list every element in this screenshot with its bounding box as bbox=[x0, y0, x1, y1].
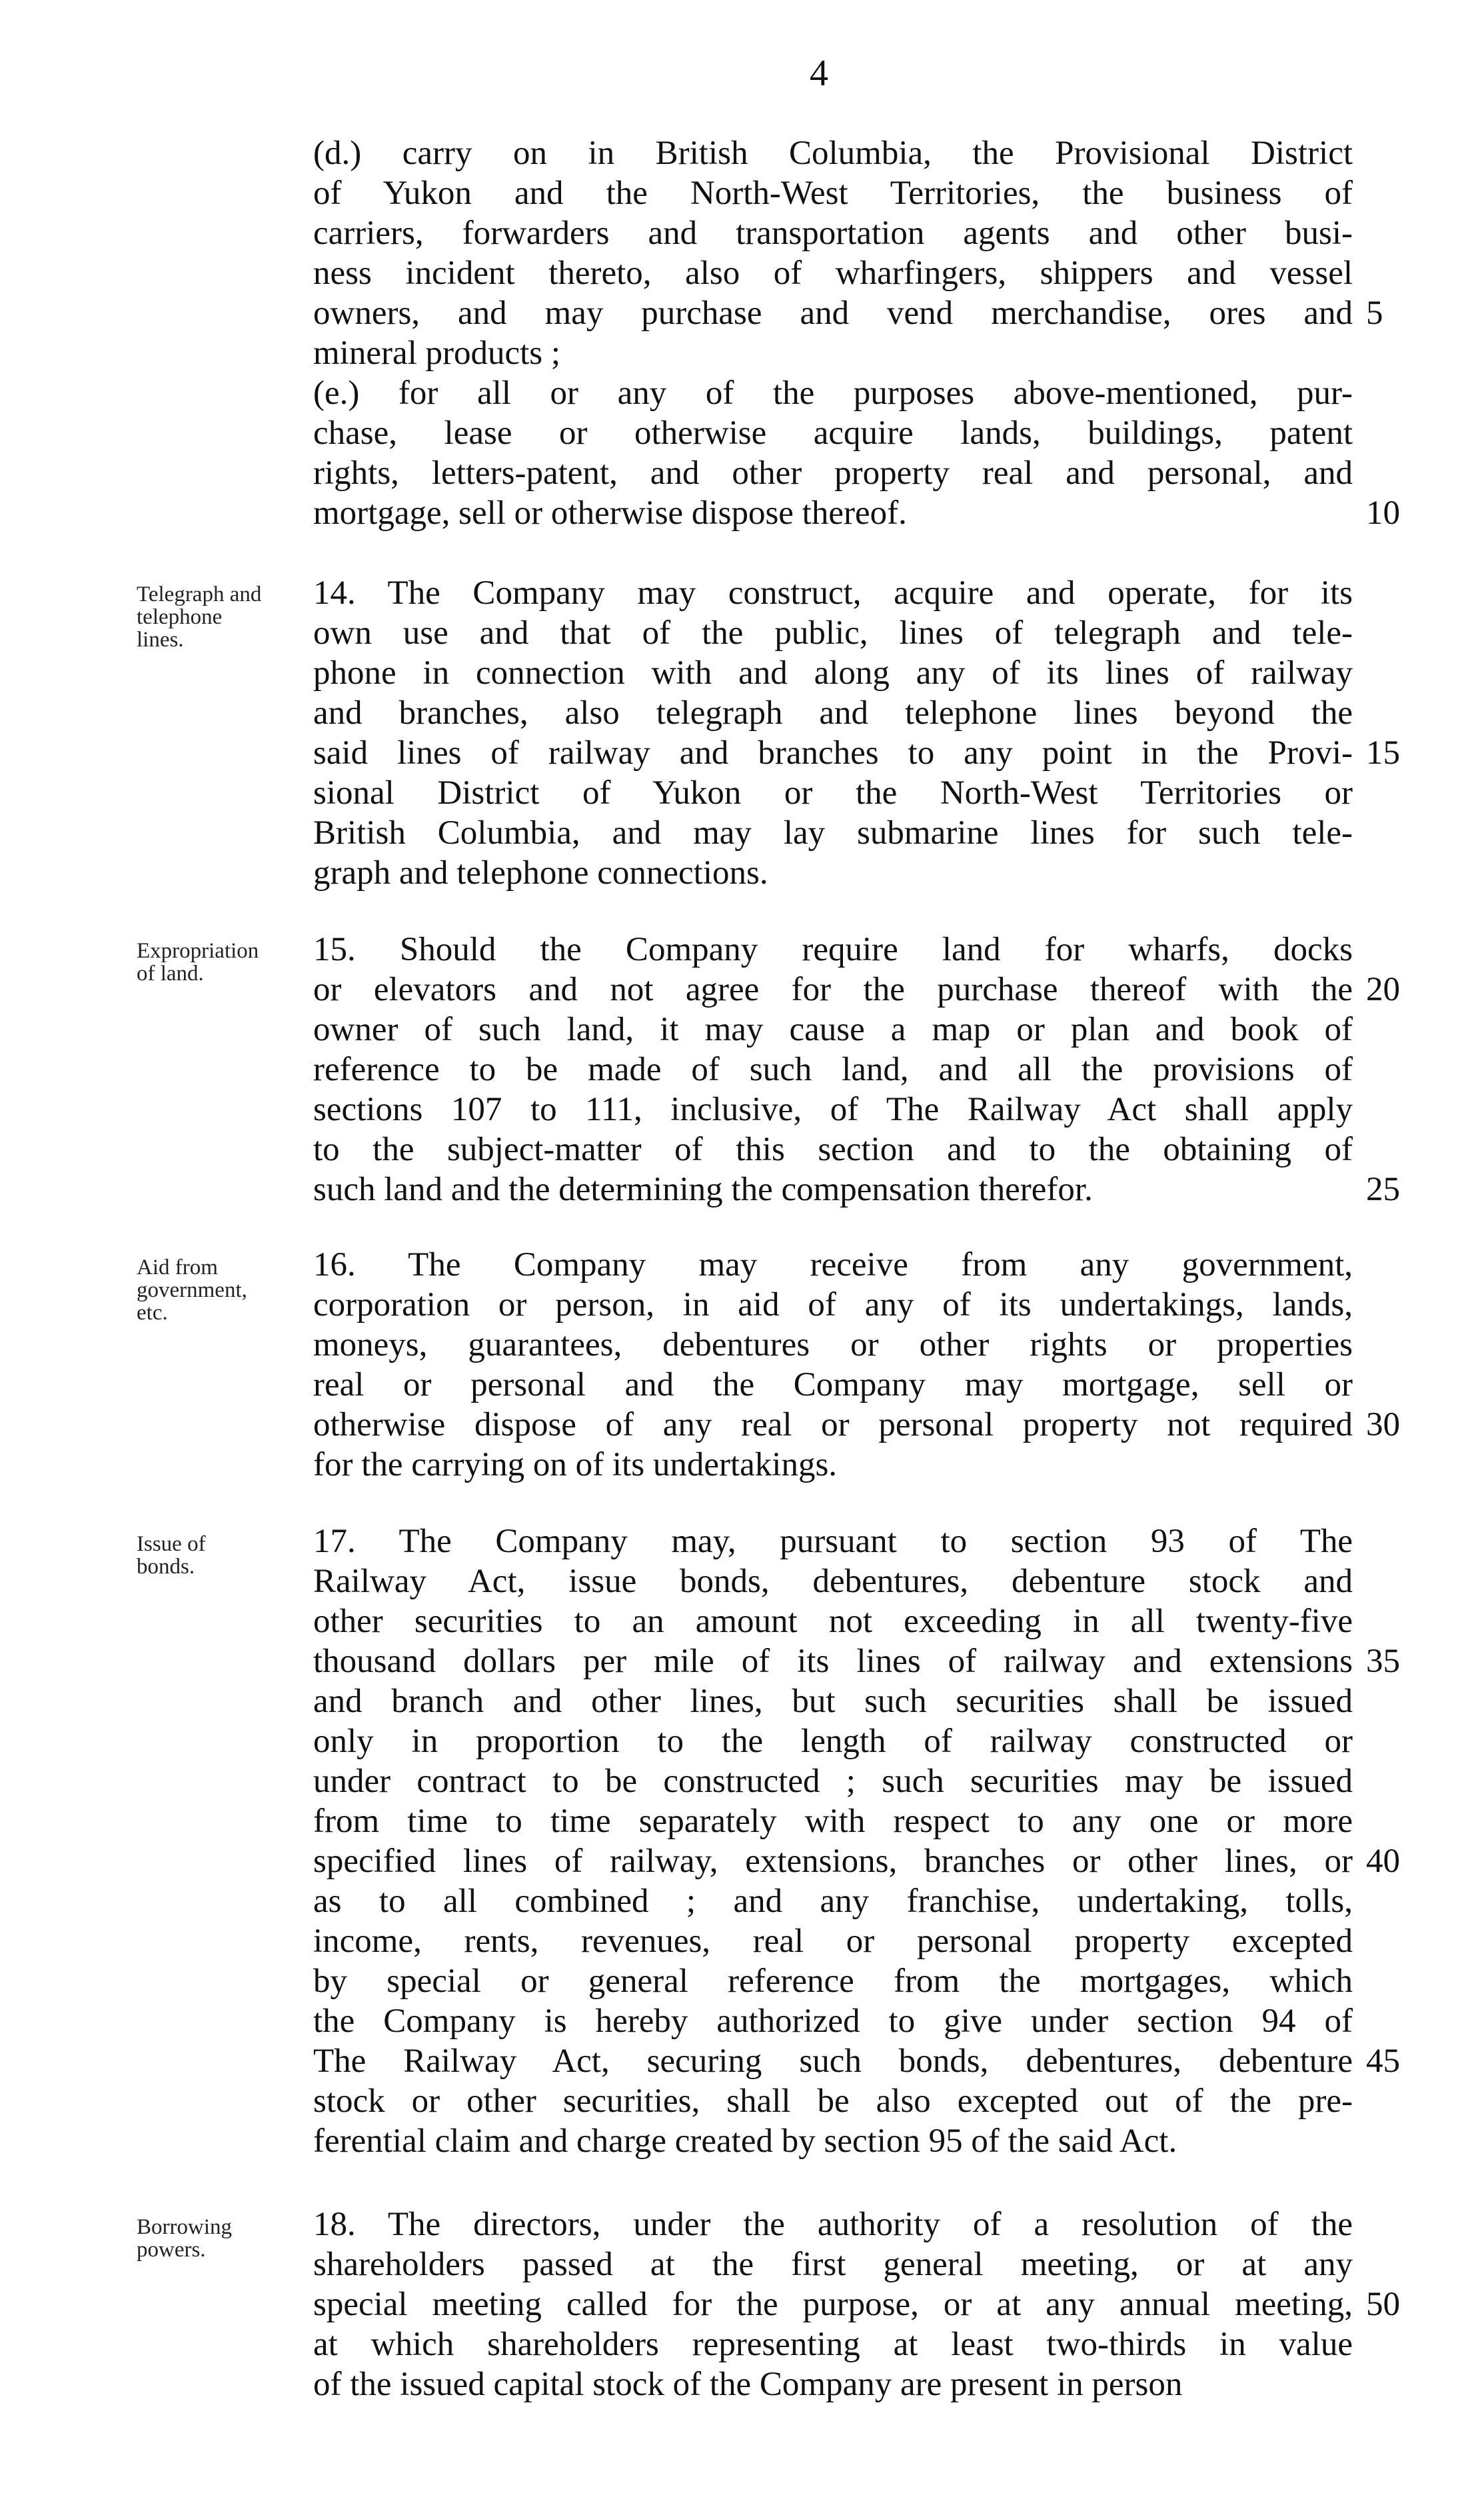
line-text: of the issued capital stock of the Company are present in person bbox=[313, 2366, 1183, 2403]
line-text: stock or other securities, shall be also excepted out of the pre- bbox=[313, 2082, 1353, 2120]
line-text: ferential claim and charge created by section 95 of the said Act. bbox=[313, 2122, 1177, 2160]
line-text: specified lines of railway, extensions, branches or other lines, or bbox=[313, 1843, 1353, 1880]
margin-note-borrowing bbox=[137, 2216, 297, 2261]
text-line bbox=[313, 2081, 1353, 2121]
line-text: The Railway Act, securing such bonds, debentures, debenture bbox=[313, 2043, 1353, 2080]
line-text: owner of such land, it may cause a map or plan and book of bbox=[313, 1011, 1353, 1048]
line-text: chase, lease or otherwise acquire lands, buildings, patent bbox=[313, 415, 1353, 452]
text-line bbox=[313, 1365, 1353, 1405]
text-line bbox=[313, 1090, 1353, 1130]
margin-note-line: Aid from bbox=[137, 1255, 218, 1279]
text-line bbox=[313, 1285, 1353, 1325]
line-text: special meeting called for the purpose, or at any annual meeting, bbox=[313, 2286, 1353, 2323]
line-text: 16. The Company may receive from any government, bbox=[313, 1246, 1353, 1283]
line-text: reference to be made of such land, and all the provisions of bbox=[313, 1051, 1353, 1088]
line-text: ness incident thereto, also of wharfingers, shippers and vessel bbox=[313, 255, 1353, 292]
line-text: real or personal and the Company may mortgage, sell or bbox=[313, 1366, 1353, 1403]
text-line bbox=[313, 173, 1353, 213]
line-text: at which shareholders representing at least two-thirds in value bbox=[313, 2326, 1353, 2363]
text-line bbox=[313, 1445, 1353, 1485]
text-line bbox=[313, 1641, 1400, 1681]
margin-note-line: Borrowing bbox=[137, 2215, 232, 2239]
text-line bbox=[313, 2284, 1400, 2324]
line-number: 20 bbox=[1366, 971, 1400, 1008]
text-line bbox=[313, 213, 1353, 253]
text-line bbox=[313, 1761, 1353, 1801]
text-line bbox=[313, 1050, 1353, 1090]
margin-note-line: etc. bbox=[137, 1301, 168, 1325]
section-16 bbox=[313, 1245, 1400, 1485]
text-line bbox=[313, 453, 1353, 493]
text-line bbox=[313, 2204, 1353, 2244]
line-number: 15 bbox=[1366, 734, 1400, 772]
text-line bbox=[313, 1245, 1353, 1285]
line-text: under contract to be constructed ; such securities may be issued bbox=[313, 1763, 1353, 1800]
line-text: such land and the determining the compensation therefor. bbox=[313, 1171, 1093, 1208]
line-text: mineral products ; bbox=[313, 335, 561, 372]
text-line bbox=[313, 133, 1353, 173]
line-text: moneys, guarantees, debentures or other rights or properties bbox=[313, 1326, 1353, 1363]
line-text: said lines of railway and branches to any point in the Provi- bbox=[313, 734, 1353, 772]
line-number: 45 bbox=[1366, 2043, 1400, 2080]
section-18 bbox=[313, 2204, 1400, 2404]
margin-note-aid bbox=[137, 1256, 297, 1324]
section-14 bbox=[313, 573, 1400, 893]
line-text: only in proportion to the length of railway constructed or bbox=[313, 1723, 1353, 1760]
line-text: mortgage, sell or otherwise dispose thereof. bbox=[313, 494, 907, 532]
text-line bbox=[313, 733, 1400, 773]
line-text: graph and telephone connections. bbox=[313, 854, 768, 892]
line-text: shareholders passed at the first general meeting, or at any bbox=[313, 2246, 1353, 2283]
text-line bbox=[313, 253, 1353, 293]
line-text: the Company is hereby authorized to give under section 94 of bbox=[313, 2003, 1353, 2040]
text-line bbox=[313, 1881, 1353, 1921]
text-line bbox=[313, 1170, 1400, 1210]
page-number: 4 bbox=[810, 53, 828, 94]
line-text: income, rents, revenues, real or personal property excepted bbox=[313, 1923, 1353, 1960]
section-15 bbox=[313, 930, 1400, 1210]
text-line bbox=[313, 613, 1353, 653]
text-line bbox=[313, 930, 1353, 970]
line-text: 18. The directors, under the authority of a resolution of the bbox=[313, 2206, 1353, 2243]
text-line bbox=[313, 2324, 1353, 2364]
text-line bbox=[313, 573, 1353, 613]
text-line bbox=[313, 1721, 1353, 1761]
line-text: (e.) for all or any of the purposes above-mentioned, pur- bbox=[313, 375, 1353, 412]
line-text: British Columbia, and may lay submarine lines for such tele- bbox=[313, 814, 1353, 852]
line-number: 35 bbox=[1366, 1643, 1400, 1680]
text-line bbox=[313, 1405, 1400, 1445]
text-line bbox=[313, 1961, 1353, 2001]
line-text: and branches, also telegraph and telephone lines beyond the bbox=[313, 694, 1353, 732]
text-line bbox=[313, 970, 1400, 1010]
line-text: corporation or person, in aid of any of its undertakings, lands, bbox=[313, 1286, 1353, 1323]
margin-note-expropriation bbox=[137, 940, 297, 985]
line-number: 40 bbox=[1366, 1843, 1400, 1880]
line-text: for the carrying on of its undertakings. bbox=[313, 1446, 838, 1483]
line-text: 14. The Company may construct, acquire and operate, for its bbox=[313, 574, 1353, 612]
line-text: sections 107 to 111, inclusive, of The Railway Act shall apply bbox=[313, 1091, 1353, 1128]
text-line bbox=[313, 1521, 1353, 1561]
text-line bbox=[313, 813, 1353, 853]
line-text: or elevators and not agree for the purchase thereof with the bbox=[313, 971, 1353, 1008]
text-line bbox=[313, 2244, 1353, 2284]
text-line bbox=[313, 1601, 1353, 1641]
line-text: carriers, forwarders and transportation agents and other busi- bbox=[313, 215, 1353, 252]
line-text: (d.) carry on in British Columbia, the Provisional District bbox=[313, 135, 1353, 172]
text-line bbox=[313, 1841, 1400, 1881]
text-line bbox=[313, 1010, 1353, 1050]
margin-note-line: of land. bbox=[137, 962, 204, 986]
line-text: as to all combined ; and any franchise, undertaking, tolls, bbox=[313, 1883, 1353, 1920]
line-text: and branch and other lines, but such securities shall be issued bbox=[313, 1683, 1353, 1720]
margin-note-line: bonds. bbox=[137, 1555, 195, 1579]
text-line bbox=[313, 493, 1400, 533]
text-line bbox=[313, 333, 1353, 373]
line-number: 5 bbox=[1366, 295, 1383, 332]
margin-note-line: lines. bbox=[137, 628, 184, 652]
text-line bbox=[313, 1561, 1353, 1601]
text-line bbox=[313, 1681, 1353, 1721]
line-number: 10 bbox=[1366, 494, 1400, 532]
margin-note-line: telephone bbox=[137, 605, 223, 629]
line-text: sional District of Yukon or the North-West Territories or bbox=[313, 774, 1353, 812]
text-line bbox=[313, 653, 1353, 693]
text-line bbox=[313, 2001, 1353, 2041]
line-text: 17. The Company may, pursuant to section 93 of The bbox=[313, 1523, 1353, 1560]
text-line bbox=[313, 2364, 1353, 2404]
line-number: 50 bbox=[1366, 2286, 1400, 2323]
line-text: own use and that of the public, lines of telegraph and tele- bbox=[313, 614, 1353, 652]
line-text: other securities to an amount not exceeding in all twenty-five bbox=[313, 1603, 1353, 1640]
text-line bbox=[313, 693, 1353, 733]
text-line bbox=[313, 373, 1353, 413]
text-line bbox=[313, 1801, 1353, 1841]
line-text: thousand dollars per mile of its lines of railway and extensions bbox=[313, 1643, 1353, 1680]
text-line bbox=[313, 1325, 1353, 1365]
margin-note-line: powers. bbox=[137, 2238, 206, 2262]
margin-note-line: Telegraph and bbox=[137, 582, 262, 606]
margin-note-line: government, bbox=[137, 1278, 247, 1302]
line-text: owners, and may purchase and vend merchandise, ores and bbox=[313, 295, 1353, 332]
text-line bbox=[313, 2041, 1400, 2081]
line-text: phone in connection with and along any of its lines of railway bbox=[313, 654, 1353, 692]
line-text: Railway Act, issue bonds, debentures, debenture stock and bbox=[313, 1563, 1353, 1600]
section-17 bbox=[313, 1521, 1400, 2161]
text-line bbox=[313, 773, 1353, 813]
line-text: rights, letters-patent, and other property real and personal, and bbox=[313, 454, 1353, 492]
margin-note-telegraph bbox=[137, 583, 297, 651]
text-line bbox=[313, 1130, 1353, 1170]
line-number: 30 bbox=[1366, 1406, 1400, 1443]
text-line bbox=[313, 2121, 1353, 2161]
line-text: 15. Should the Company require land for wharfs, docks bbox=[313, 931, 1353, 968]
line-number: 25 bbox=[1366, 1171, 1400, 1208]
line-text: of Yukon and the North-West Territories, the business of bbox=[313, 175, 1353, 212]
text-line bbox=[313, 853, 1353, 893]
margin-note-line: Expropriation bbox=[137, 939, 259, 963]
line-text: by special or general reference from the mortgages, which bbox=[313, 1963, 1353, 2000]
clauses-d-e bbox=[313, 133, 1400, 533]
margin-note-bonds bbox=[137, 1533, 297, 1578]
line-text: to the subject-matter of this section and to the obtaining of bbox=[313, 1131, 1353, 1168]
text-line bbox=[313, 413, 1353, 453]
text-line bbox=[313, 293, 1383, 333]
line-text: otherwise dispose of any real or personal property not required bbox=[313, 1406, 1353, 1443]
line-text: from time to time separately with respect to any one or more bbox=[313, 1803, 1353, 1840]
margin-note-line: Issue of bbox=[137, 1532, 206, 1556]
text-line bbox=[313, 1921, 1353, 1961]
